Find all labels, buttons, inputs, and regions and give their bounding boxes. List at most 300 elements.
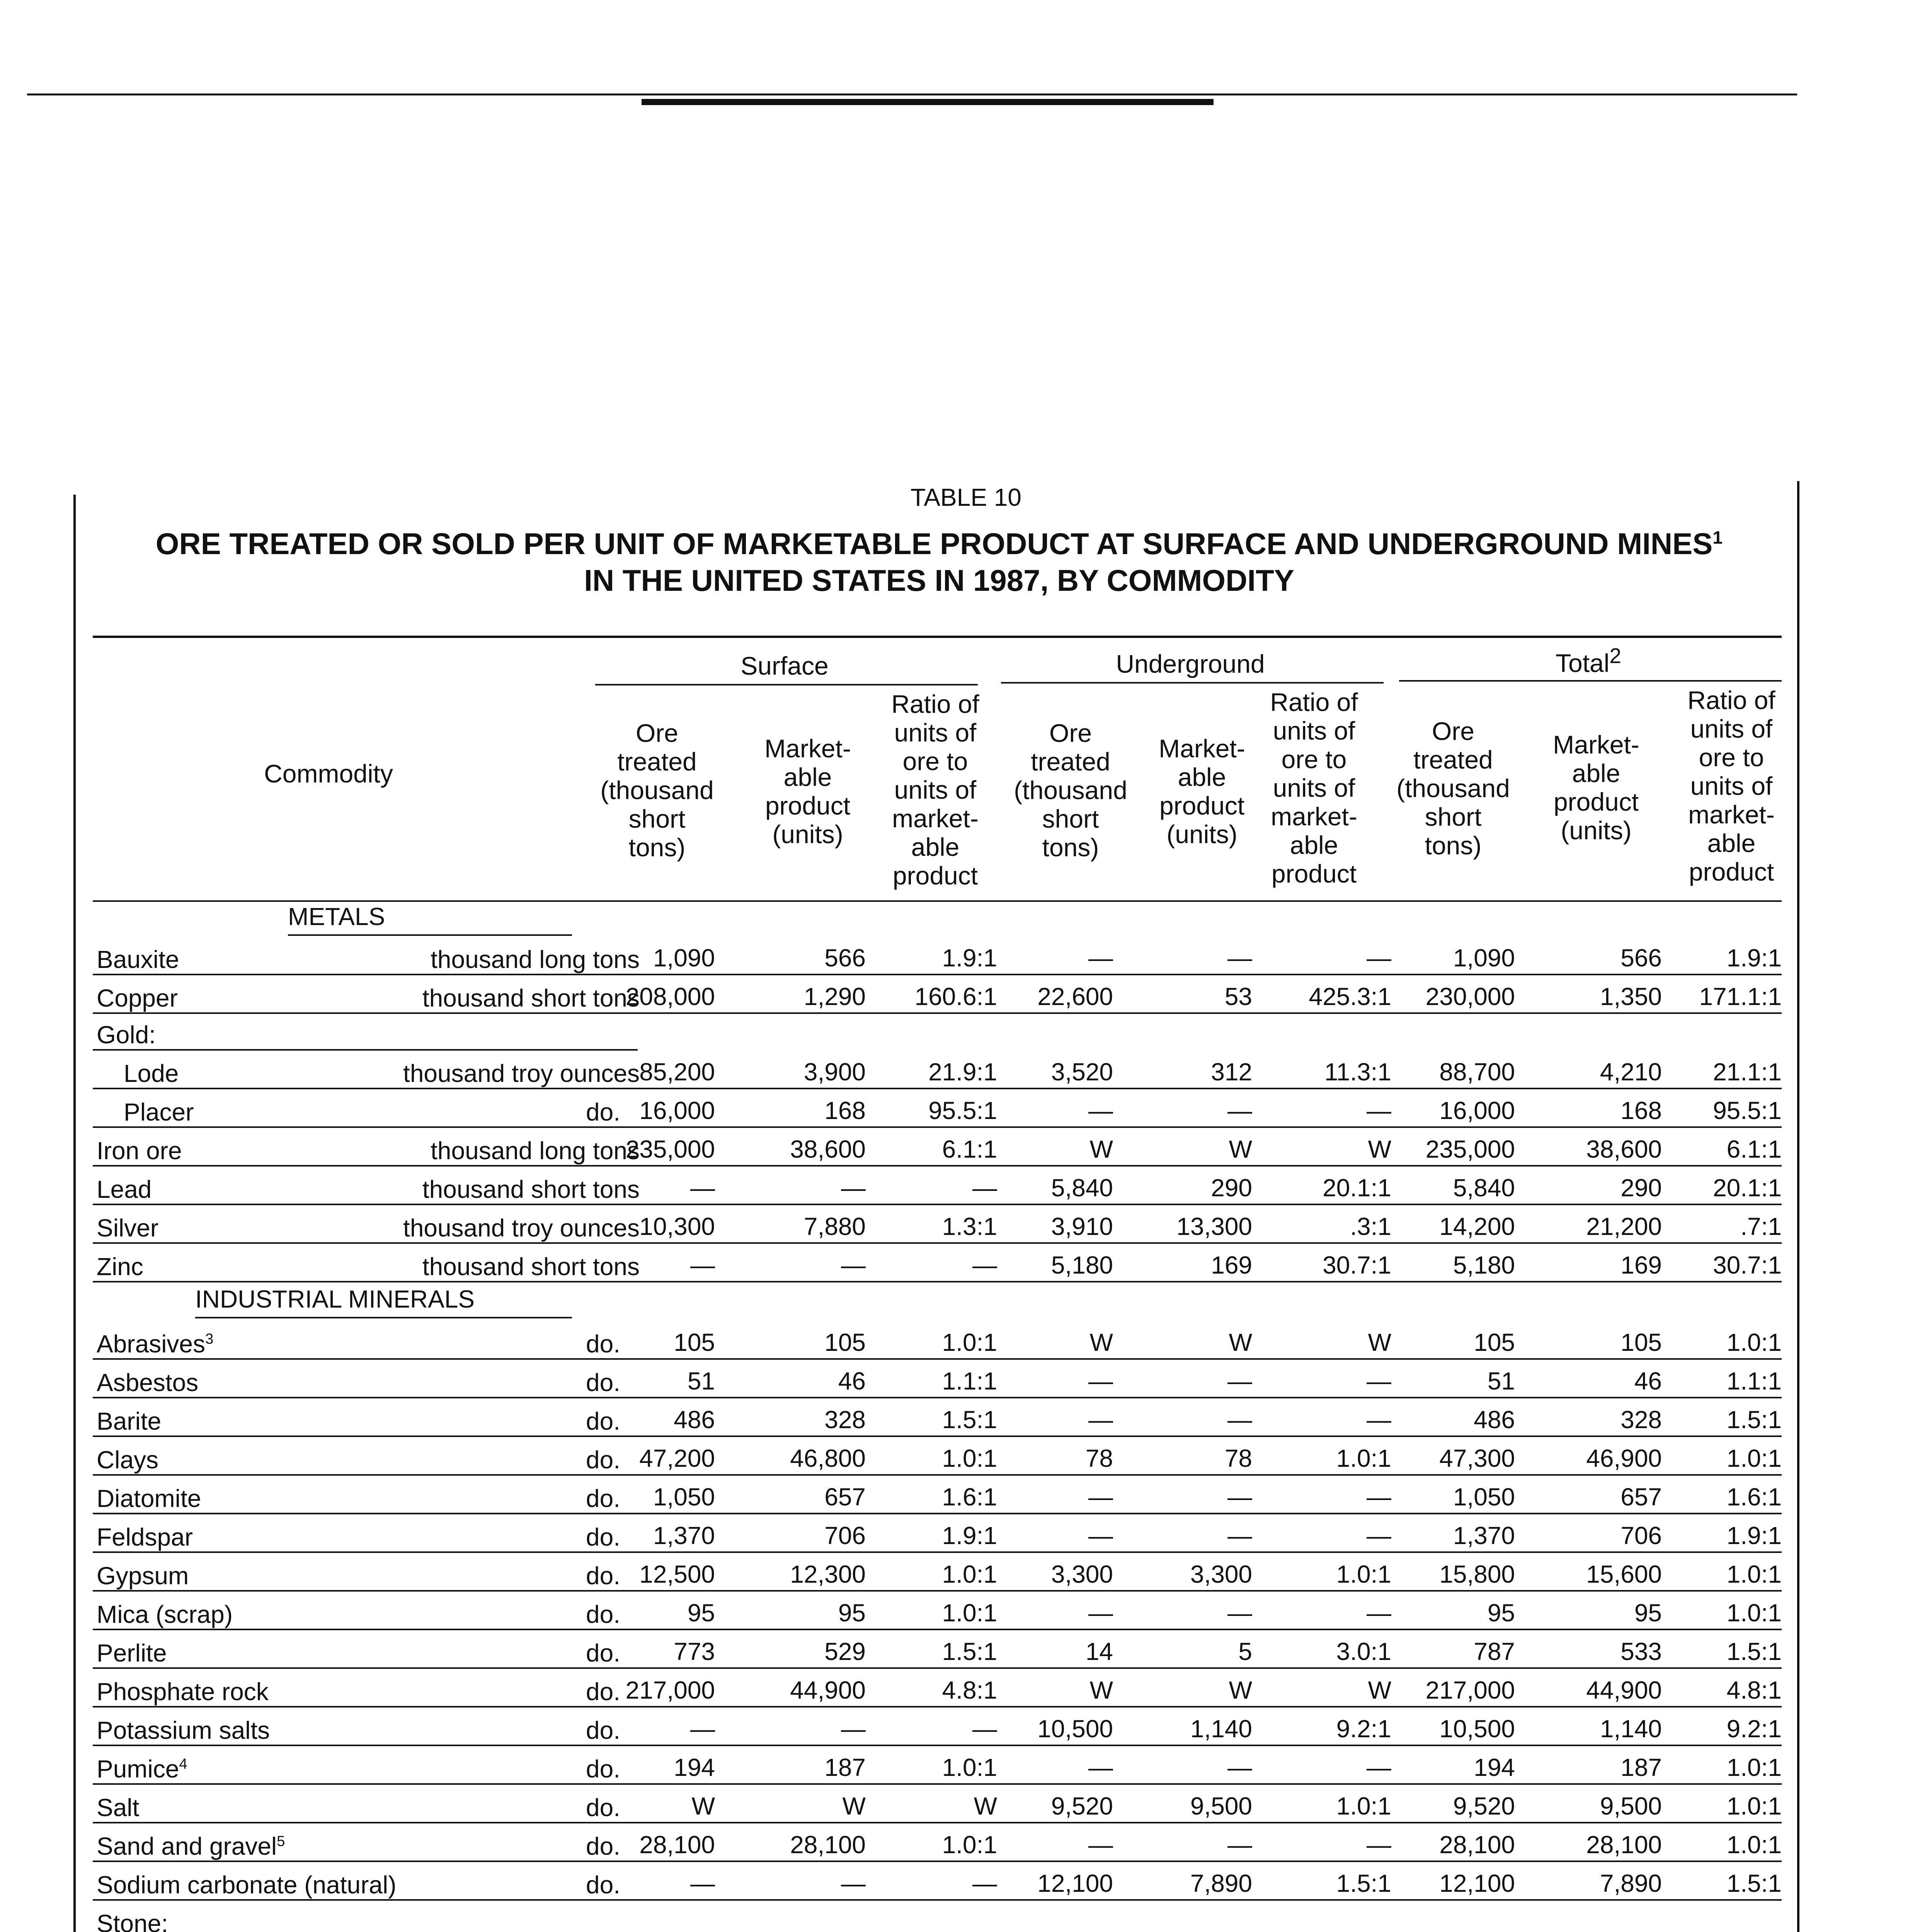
unit-label: thousand short tons (422, 984, 640, 1012)
commodity-name: Lead (97, 1175, 152, 1203)
table-cell: 235,000 (1425, 1135, 1515, 1163)
table-cell: — (1367, 1483, 1391, 1511)
header-top-rule (93, 636, 1782, 638)
table-cell: 217,000 (625, 1676, 715, 1704)
table-cell: 30.7:1 (1713, 1251, 1782, 1279)
table-row (93, 1824, 1782, 1862)
table-cell: 6.1:1 (942, 1135, 997, 1163)
table-cell: 1.5:1 (942, 1638, 997, 1665)
unit-label: thousand short tons (422, 1253, 640, 1281)
frame-left-rule (73, 495, 76, 1932)
table-cell: 10,300 (639, 1213, 715, 1240)
row-rule (93, 1551, 1782, 1553)
table-cell: — (1367, 944, 1391, 972)
table-cell: 657 (824, 1483, 866, 1511)
table-cell: 312 (1211, 1058, 1252, 1086)
table-cell: 1.0:1 (1726, 1753, 1782, 1781)
total-ratio-header-line: Ratio of (1687, 686, 1775, 714)
table-cell: 88,700 (1439, 1058, 1515, 1086)
table-cell: 16,000 (639, 1097, 715, 1124)
footnote-mark: 4 (179, 1755, 187, 1772)
table-label: TABLE 10 (911, 483, 1021, 511)
table-cell: W (1089, 1135, 1113, 1163)
table-cell: 1.6:1 (1726, 1483, 1782, 1511)
surface-ore-header-line: treated (617, 747, 697, 776)
table-cell: 1,370 (653, 1522, 715, 1549)
table-cell: 1,050 (653, 1483, 715, 1511)
table-cell: 22,600 (1037, 983, 1113, 1010)
table-cell: 12,100 (1037, 1869, 1113, 1897)
table-cell: 3,300 (1190, 1560, 1252, 1588)
table-cell: 328 (1620, 1406, 1662, 1434)
table-cell: 47,300 (1439, 1444, 1515, 1472)
table-cell: 1.5:1 (942, 1406, 997, 1434)
top-rule-thick (642, 99, 1214, 105)
table-cell: 10,500 (1439, 1715, 1515, 1743)
table-cell: 566 (824, 944, 866, 972)
unit-label: do. (586, 1716, 620, 1744)
table-cell: 7,890 (1190, 1869, 1252, 1897)
table-cell: — (1367, 1599, 1391, 1627)
header-bottom-rule (93, 900, 1782, 902)
row-rule (93, 1706, 1782, 1708)
underground-ore-header-line: treated (1031, 747, 1110, 776)
underground-ratio-header-line: able (1290, 831, 1338, 859)
table-cell: 1.0:1 (1726, 1444, 1782, 1472)
industrial-section-rule (195, 1317, 572, 1318)
commodity-name: Sodium carbonate (natural) (97, 1871, 397, 1899)
commodity-name: Copper (97, 984, 178, 1012)
surface-ratio-header-line: product (892, 861, 978, 890)
table-cell: — (1088, 1367, 1113, 1395)
underground-ratio-header-line: product (1271, 859, 1357, 888)
underground-group-header: Underground (1116, 650, 1265, 678)
surface-ratio-header-line: units of (894, 718, 977, 747)
table-cell: — (1227, 1483, 1252, 1511)
table-cell: 1.5:1 (1336, 1869, 1391, 1897)
table-cell: 20.1:1 (1713, 1174, 1782, 1202)
table-cell: 9,500 (1600, 1792, 1662, 1820)
table-cell: 1.9:1 (1726, 1522, 1782, 1549)
commodity-name: Placer (124, 1098, 194, 1126)
unit-label: do. (586, 1600, 620, 1628)
table-row (93, 976, 1782, 1014)
underground-ore-header-line: (thousand (1014, 776, 1127, 804)
table-cell: 95 (687, 1599, 715, 1627)
surface-ore-header-line: (thousand (600, 776, 714, 804)
surface-ratio-header-line: units of (894, 776, 977, 804)
total-ore-header-line: short (1425, 803, 1482, 831)
commodity-name: Feldspar (97, 1523, 193, 1551)
commodity-name: Phosphate rock (97, 1678, 269, 1706)
table-cell: W (1229, 1135, 1252, 1163)
table-cell: 290 (1620, 1174, 1662, 1202)
table-cell: 15,800 (1439, 1560, 1515, 1588)
commodity-name: Gypsum (97, 1562, 189, 1590)
table-cell: 105 (674, 1328, 715, 1356)
total-ore-header-line: (thousand (1396, 774, 1510, 803)
table-cell: 10,500 (1037, 1715, 1113, 1743)
underground-ore-header-line: Ore (1049, 719, 1092, 747)
table-cell: W (1368, 1328, 1391, 1356)
commodity-name: Iron ore (97, 1137, 182, 1165)
table-cell: — (1227, 1367, 1252, 1395)
metals-section-label: METALS (288, 903, 385, 930)
table-cell: 28,100 (639, 1831, 715, 1859)
table-row (93, 1206, 1782, 1244)
total-marketable-header-line: product (1553, 787, 1639, 816)
table-row (93, 937, 1782, 975)
table-cell: 217,000 (1425, 1676, 1515, 1704)
commodity-name: Bauxite (97, 946, 179, 973)
table-cell: 5,180 (1051, 1251, 1113, 1279)
table-cell: 1.0:1 (1726, 1792, 1782, 1820)
commodity-name: Zinc (97, 1253, 143, 1281)
table-cell: 105 (1474, 1328, 1515, 1356)
total-header-label: Total (1555, 649, 1610, 677)
table-cell: — (972, 1174, 997, 1202)
table-cell: — (1367, 1753, 1391, 1781)
table-cell: W (1368, 1135, 1391, 1163)
row-rule (93, 1667, 1782, 1669)
table-cell: 105 (1620, 1328, 1662, 1356)
table-row (93, 1901, 1782, 1932)
commodity-name: Barite (97, 1407, 162, 1435)
table-cell: — (1367, 1831, 1391, 1859)
table-cell: 5,840 (1051, 1174, 1113, 1202)
table-cell: 28,100 (1439, 1831, 1515, 1859)
table-cell: .3:1 (1350, 1213, 1391, 1240)
table-cell: 13,300 (1176, 1213, 1252, 1240)
table-row (93, 1399, 1782, 1437)
table-cell: 566 (1620, 944, 1662, 972)
table-cell: 47,200 (639, 1444, 715, 1472)
row-rule (93, 1899, 1782, 1901)
table-cell: 1.0:1 (1336, 1792, 1391, 1820)
table-cell: 21.1:1 (1713, 1058, 1782, 1086)
table-cell: — (1227, 1097, 1252, 1124)
table-cell: 3,910 (1051, 1213, 1113, 1240)
row-rule (93, 1358, 1782, 1360)
table-cell: 95 (1487, 1599, 1515, 1627)
table-cell: 230,000 (1425, 983, 1515, 1010)
table-cell: 14,200 (1439, 1213, 1515, 1240)
row-rule (93, 1165, 1782, 1167)
table-cell: 208,000 (625, 983, 715, 1010)
table-cell: 1.5:1 (1726, 1638, 1782, 1665)
surface-marketable-header-line: able (783, 763, 832, 791)
table-row (93, 1862, 1782, 1901)
table-cell: 6.1:1 (1726, 1135, 1782, 1163)
table-cell: W (1229, 1676, 1252, 1704)
table-cell: — (1227, 1831, 1252, 1859)
commodity-name: Silver (97, 1214, 159, 1242)
surface-marketable-header-line: Market- (764, 734, 851, 763)
row-rule (93, 1088, 1782, 1089)
table-row (93, 1747, 1782, 1785)
unit-label: thousand short tons (422, 1175, 640, 1203)
table-cell: 44,900 (790, 1676, 866, 1704)
total-span-rule (1399, 680, 1782, 682)
table-cell: 7,880 (803, 1213, 866, 1240)
table-cell: 3,300 (1051, 1560, 1113, 1588)
table-cell: 773 (674, 1638, 715, 1665)
table-cell: 3.0:1 (1336, 1638, 1391, 1665)
table-cell: — (1088, 1483, 1113, 1511)
table-cell: 9.2:1 (1336, 1715, 1391, 1743)
table-cell: W (1089, 1328, 1113, 1356)
top-rule (27, 94, 1797, 95)
row-rule (93, 1204, 1782, 1205)
total-ore-header-line: treated (1413, 745, 1493, 774)
footnote-mark: 3 (205, 1330, 214, 1347)
table-cell: 38,600 (1586, 1135, 1662, 1163)
unit-label: thousand long tons (431, 1137, 640, 1165)
table-row (93, 1321, 1782, 1360)
table-cell: W (842, 1792, 866, 1820)
table-cell: — (1088, 1406, 1113, 1434)
underground-ratio-header-line: ore to (1281, 745, 1347, 774)
table-cell: — (1367, 1097, 1391, 1124)
total-group-header (1395, 643, 1782, 678)
table-row (93, 1012, 1782, 1051)
table-cell: 28,100 (1586, 1831, 1662, 1859)
table-cell: 21,200 (1586, 1213, 1662, 1240)
underground-marketable-header-line: able (1178, 763, 1226, 791)
total-ratio-header-line: product (1689, 857, 1774, 886)
total-ratio-header (1635, 686, 1828, 886)
table-cell: 21.9:1 (928, 1058, 997, 1086)
table-row (93, 1051, 1782, 1089)
commodity-name: Sand and gravel$^5$ (97, 1832, 285, 1860)
table-cell: 105 (824, 1328, 866, 1356)
commodity-name: Clays (97, 1446, 159, 1474)
commodity-name: Asbestos (97, 1369, 199, 1396)
table-cell: 3,520 (1051, 1058, 1113, 1086)
row-rule (93, 1281, 1782, 1282)
table-cell: 1.0:1 (1726, 1831, 1782, 1859)
commodity-name: Lode (124, 1060, 179, 1087)
total-ratio-header-line: units of (1690, 714, 1773, 743)
table-cell: 1.9:1 (1726, 944, 1782, 972)
commodity-name: Abrasives$^3$ (97, 1330, 214, 1358)
footnote-mark: 5 (277, 1833, 285, 1850)
unit-label: do. (586, 1794, 620, 1821)
table-cell: — (841, 1174, 866, 1202)
table-cell: 1.0:1 (942, 1753, 997, 1781)
unit-label: do. (586, 1369, 620, 1396)
table-cell: 168 (824, 1097, 866, 1124)
title-footnote-mark: 1 (1712, 527, 1723, 548)
commodity-name: Pumice$^4$ (97, 1755, 187, 1783)
unit-label: do. (586, 1871, 620, 1899)
table-cell: 5,840 (1453, 1174, 1515, 1202)
table-cell: 28,100 (790, 1831, 866, 1859)
table-cell: — (1088, 1522, 1113, 1549)
table-cell: 53 (1224, 983, 1252, 1010)
underground-ratio-header-line: Ratio of (1270, 688, 1358, 716)
metals-section-rule (288, 934, 572, 936)
table-row (93, 1476, 1782, 1514)
title-line-2: IN THE UNITED STATES IN 1987, BY COMMODITY (584, 563, 1294, 597)
table-cell: 657 (1620, 1483, 1662, 1511)
table-cell: 1.9:1 (942, 1522, 997, 1549)
unit-label: do. (586, 1523, 620, 1551)
table-cell: 533 (1620, 1638, 1662, 1665)
unit-label: thousand troy ounces (403, 1060, 640, 1087)
table-cell: 1.1:1 (1726, 1367, 1782, 1395)
table-cell: 46,900 (1586, 1444, 1662, 1472)
unit-label: do. (586, 1485, 620, 1512)
table-cell: — (972, 1251, 997, 1279)
unit-label: thousand troy ounces (403, 1214, 640, 1242)
row-rule (93, 1242, 1782, 1244)
table-cell: 1,090 (1453, 944, 1515, 972)
row-rule (93, 1049, 638, 1051)
underground-ratio-header-line: market- (1271, 802, 1357, 831)
table-cell: — (1227, 1753, 1252, 1781)
surface-span-rule (595, 684, 978, 685)
table-cell: 5 (1238, 1638, 1252, 1665)
surface-marketable-header-line: (units) (772, 820, 843, 849)
table-cell: 12,300 (790, 1560, 866, 1588)
table-cell: .7:1 (1740, 1213, 1782, 1240)
table-cell: 529 (824, 1638, 866, 1665)
table-cell: 16,000 (1439, 1097, 1515, 1124)
total-ratio-header-line: units of (1690, 772, 1773, 800)
table-cell: 1.0:1 (942, 1328, 997, 1356)
table-cell: 425.3:1 (1309, 983, 1391, 1010)
table-cell: 1.0:1 (942, 1444, 997, 1472)
table-cell: 1.0:1 (1726, 1328, 1782, 1356)
table-cell: 194 (1474, 1753, 1515, 1781)
table-cell: — (841, 1869, 866, 1897)
table-cell: 168 (1620, 1097, 1662, 1124)
total-ratio-header-line: market- (1688, 800, 1775, 829)
table-cell: 15,600 (1586, 1560, 1662, 1588)
title-line-1: ORE TREATED OR SOLD PER UNIT OF MARKETABLE PRODUCT AT SURFACE AND UNDERGROUND MINES (155, 527, 1713, 561)
unit-label: do. (586, 1098, 620, 1126)
table-cell: 9,520 (1051, 1792, 1113, 1820)
table-row (93, 1437, 1782, 1476)
commodity-name: Diatomite (97, 1485, 201, 1512)
table-cell: 187 (824, 1753, 866, 1781)
table-cell: — (1227, 1599, 1252, 1627)
total-footnote-mark: 2 (1609, 644, 1621, 668)
table-cell: 5,180 (1453, 1251, 1515, 1279)
unit-label: do. (586, 1562, 620, 1590)
surface-ratio-header-line: Ratio of (891, 690, 979, 718)
table-cell: 1.0:1 (942, 1831, 997, 1859)
table-row (93, 1785, 1782, 1823)
total-marketable-header-line: able (1572, 759, 1620, 787)
table-cell: 1.5:1 (1726, 1869, 1782, 1897)
table-cell: W (1368, 1676, 1391, 1704)
surface-group-header: Surface (740, 651, 829, 680)
table-cell: 1,090 (653, 944, 715, 972)
row-rule (93, 1435, 1782, 1437)
unit-label: do. (586, 1407, 620, 1435)
table-cell: — (972, 1715, 997, 1743)
total-marketable-header-line: (units) (1561, 816, 1632, 845)
table-cell: 7,890 (1600, 1869, 1662, 1897)
table-cell: — (972, 1869, 997, 1897)
underground-span-rule (1001, 682, 1384, 684)
unit-label: do. (586, 1755, 620, 1783)
table-cell: 160.6:1 (914, 983, 997, 1010)
table-cell: 95 (1634, 1599, 1662, 1627)
table-cell: 78 (1224, 1444, 1252, 1472)
table-cell: 235,000 (625, 1135, 715, 1163)
table-cell: — (1367, 1522, 1391, 1549)
table-cell: 95.5:1 (1713, 1097, 1782, 1124)
table-cell: 1,290 (803, 983, 866, 1010)
table-cell: 44,900 (1586, 1676, 1662, 1704)
table-row (93, 1515, 1782, 1553)
table-cell: 1.0:1 (942, 1560, 997, 1588)
table-cell: 1.0:1 (942, 1599, 997, 1627)
table-cell: 78 (1085, 1444, 1113, 1472)
unit-label: thousand long tons (431, 946, 640, 973)
table-cell: 169 (1620, 1251, 1662, 1279)
commodity-name: Potassium salts (97, 1716, 270, 1744)
surface-ratio-header-line: ore to (902, 747, 968, 776)
table-row (93, 1360, 1782, 1398)
unit-label: do. (586, 1639, 620, 1667)
table-cell: — (1088, 944, 1113, 972)
commodity-name: Gold: (97, 1021, 156, 1049)
unit-label: do. (586, 1832, 620, 1860)
row-rule (93, 1513, 1782, 1514)
table-cell: 9.2:1 (1726, 1715, 1782, 1743)
table-cell: 51 (687, 1367, 715, 1395)
total-ratio-header-line: ore to (1699, 743, 1764, 772)
table-cell: 1,350 (1600, 983, 1662, 1010)
commodity-name: Perlite (97, 1639, 167, 1667)
table-cell: 85,200 (639, 1058, 715, 1086)
industrial-minerals-section-label: INDUSTRIAL MINERALS (195, 1285, 475, 1313)
row-rule (93, 1822, 1782, 1823)
surface-marketable-header-line: product (765, 791, 851, 820)
table-row (93, 1708, 1782, 1746)
table-cell: 328 (824, 1406, 866, 1434)
table-cell: 787 (1474, 1638, 1515, 1665)
table-cell: 11.3:1 (1324, 1058, 1391, 1086)
table-cell: 1.6:1 (942, 1483, 997, 1511)
table-cell: 169 (1211, 1251, 1252, 1279)
row-rule (93, 1745, 1782, 1746)
table-cell: — (1088, 1831, 1113, 1859)
total-marketable-header-line: Market- (1553, 730, 1639, 759)
table-cell: 1.3:1 (942, 1213, 997, 1240)
underground-ore-header-line: tons) (1042, 833, 1099, 862)
table-cell: — (690, 1174, 715, 1202)
table-cell: — (1367, 1406, 1391, 1434)
table-cell: — (1227, 1406, 1252, 1434)
underground-marketable-header-line: Market- (1159, 734, 1245, 763)
row-rule (93, 1397, 1782, 1398)
table-cell: 706 (1620, 1522, 1662, 1549)
table-row (93, 1631, 1782, 1669)
unit-label: do. (586, 1330, 620, 1358)
row-rule (93, 974, 1782, 975)
table-cell: — (690, 1251, 715, 1279)
table-cell: 1.5:1 (1726, 1406, 1782, 1434)
table-cell: W (1229, 1328, 1252, 1356)
row-rule (93, 1783, 1782, 1785)
table-cell: — (690, 1715, 715, 1743)
table-row (93, 1090, 1782, 1128)
